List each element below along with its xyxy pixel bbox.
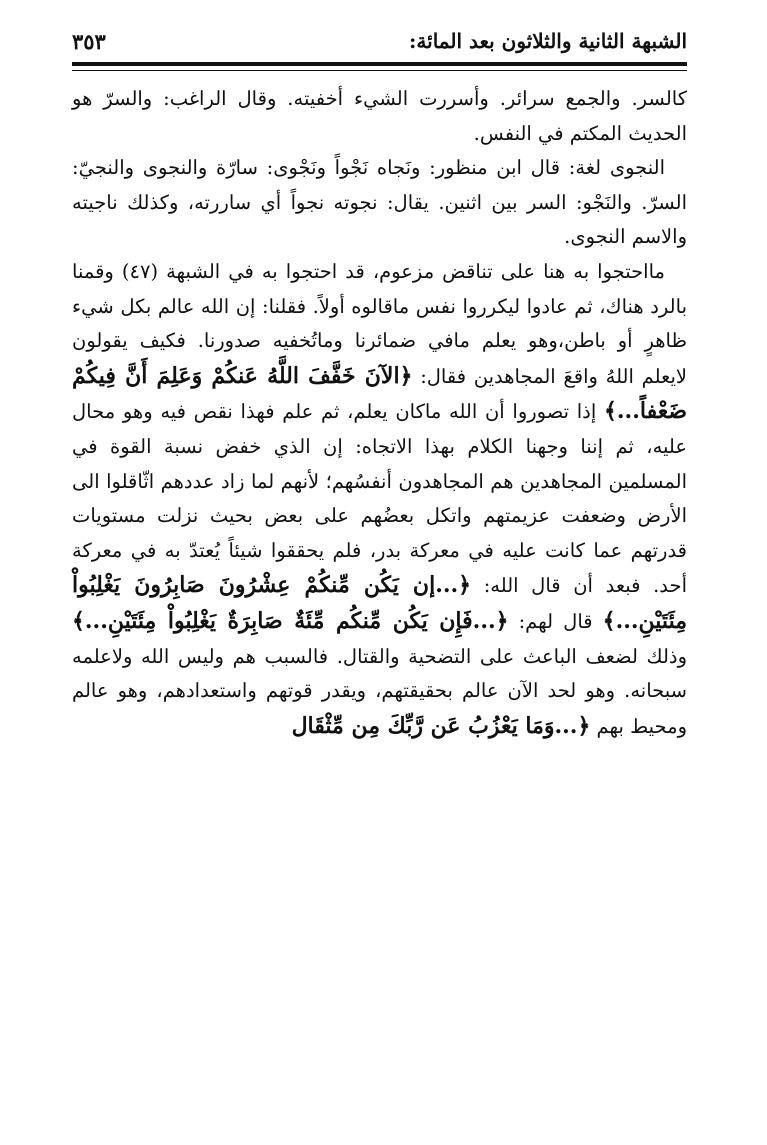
text-segment: إذا تصوروا أن الله ماكان يعلم، ثم علم فهذا نقص فيه وهو محال عليه، ثم إننا وجهنا الكلام بهذا الاتجاه: إن الذي خفض نسبة القوة في المسلمين المجاهدين هم المجاهدون أنفسُهم؛ لأنهم لما زاد عددهم اثّاقلوا الى الأرض وضعفت عزيمتهم واتكل بعضُهم على بعض بحيث نزلت مستويات قدرتهم عما كانت عليه في معركة بدر، فلم يحققوا شيئاً يُعتدّ به في معركة أحد. فبعد أن قال الله: [72, 400, 687, 598]
page-header [72, 26, 687, 56]
quran-verse: ﴿الآنَ خَفَّفَ اللَّهُ عَنكُمْ وَعَلِمَ أَنَّ فِيكُمْ ضَعْفاً...﴾ [72, 362, 687, 425]
text-segment: وذلك لضعف الباعث على التضحية والقتال. فالسبب هم وليس الله ولاعلمه سبحانه. وهو لحد الآن عالم بحقيقتهم، ويقدر قوتهم واستعدادهم، وهو عالم ومحيط بهم [72, 644, 687, 738]
text-segment: قال لهم: [508, 609, 603, 633]
header-rule-thin [72, 70, 687, 71]
quran-verse: ﴿...وَمَا يَعْزُبُ عَن رَّبِّكَ مِن مِّثْقَال [291, 712, 591, 739]
paragraph [72, 151, 687, 255]
quran-verse: ﴿...إن يَكُن مِّنكُمْ عِشْرُونَ صَابِرُونَ يَغْلِبُواْ مِئَتَيْنِ...﴾ [72, 572, 687, 634]
quran-verse: ﴿...فَإِن يَكُن مِّنكُم مِّئَةٌ صَابِرَةٌ يَغْلِبُواْ مِئَتَيْنِ...﴾ [72, 607, 509, 634]
body-text [72, 82, 687, 744]
running-title: الشبهة الثانية والثلاثون بعد المائة: [409, 29, 687, 53]
page-number: ٣٥٣ [72, 28, 106, 54]
paragraph [72, 82, 687, 151]
paragraph [72, 255, 687, 744]
header-rule-thick [72, 62, 687, 66]
text-segment: النجوى لغة: قال ابن منظور: ونَجاه نَجْواً ونَجْوى: سارّة والنجوى والنجيّ: السرّ. والنَجْو: السر بين اثنين. يقال: نجوته نجواً أي ساررته، وكذلك ناجيته والاسم النجوى. [72, 156, 687, 249]
text-segment: مااحتجوا به هنا على تناقض مزعوم، قد احتجوا به في الشبهة (٤٧) وقمنا بالرد هناك، ثم عادوا ليكرروا نفس ماقالوه أولاً. فقلنا: إن الله عالم بكل شيء ظاهرٍ أو باطن،وهو يعلم مافي ضمائرنا وماتُخفيه صدورنا. فكيف يقولون لايعلم اللهُ واقعَ المجاهدين فقال: [72, 259, 687, 388]
text-segment: كالسر. والجمع سرائر. وأسررت الشيء أخفيته. وقال الراغب: والسرّ هو الحديث المكتم في النفس. [72, 87, 687, 145]
